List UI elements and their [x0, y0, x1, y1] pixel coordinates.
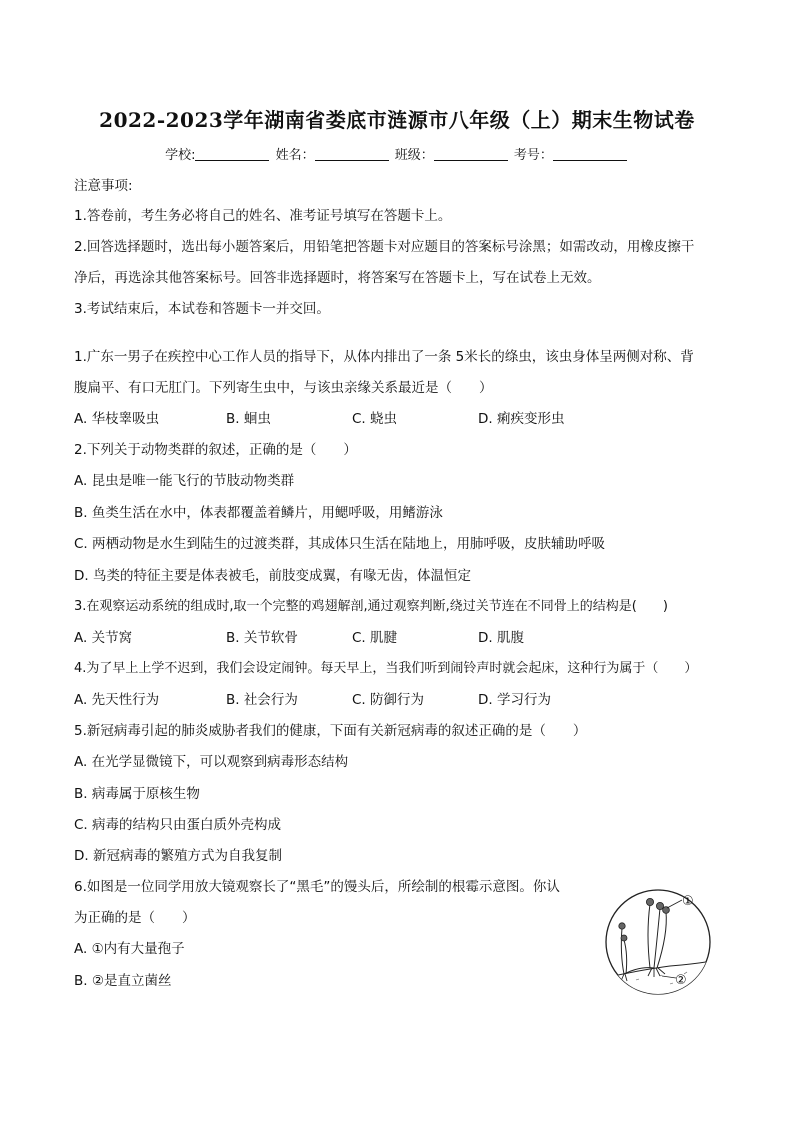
option-a[interactable]: A. 关节窝 — [74, 630, 133, 646]
question-1-stem-cont: 腹扁平、有口无肛门。下列寄生虫中，与该虫亲缘关系最近是（ ） — [74, 380, 493, 396]
sporangium — [619, 923, 625, 929]
name-label: 姓名： — [275, 148, 315, 163]
note-item: 2.回答选择题时，选出每小题答案后，用铅笔把答题卡对应题目的答案标号涂黑；如需改动，用橡皮擦干 — [74, 239, 695, 255]
name-blank[interactable] — [315, 148, 389, 161]
label-1: ① — [682, 894, 694, 909]
option-b[interactable]: B. 社会行为 — [226, 692, 298, 708]
question-1-stem: 1.广东一男子在疾控中心工作人员的指导下，从体内排出了一条 5米长的绦虫，该虫身体呈两侧对称、背 — [74, 349, 694, 365]
question-2-stem: 2.下列关于动物类群的叙述，正确的是（ ） — [74, 442, 357, 458]
option-b[interactable]: B. 蛔虫 — [226, 411, 271, 427]
option-c[interactable]: C. 肌腱 — [352, 630, 398, 646]
option-a[interactable]: A. 华枝睾吸虫 — [74, 411, 160, 427]
option-c[interactable]: C. 两栖动物是水生到陆生的过渡类群，其成体只生活在陆地上，用肺呼吸，皮肤辅助呼吸 — [74, 536, 606, 552]
option-d[interactable]: D. 鸟类的特征主要是体表被毛，前肢变成翼，有喙无齿，体温恒定 — [74, 568, 471, 584]
exam-title: 2022-2023学年湖南省娄底市涟源市八年级（上）期末生物试卷 — [99, 108, 695, 132]
option-b[interactable]: B. 鱼类生活在水中，体表都覆盖着鳞片，用鳃呼吸，用鳍游泳 — [74, 505, 443, 521]
option-a[interactable]: A. 昆虫是唯一能飞行的节肢动物类群 — [74, 473, 295, 489]
option-c[interactable]: C. 防御行为 — [352, 692, 425, 708]
option-b[interactable]: B. 病毒属于原核生物 — [74, 786, 200, 802]
student-info-line — [0, 144, 794, 163]
school-label: 学校: — [165, 148, 196, 163]
rhizopus-figure — [600, 884, 722, 996]
option-d[interactable]: D. 痢疾变形虫 — [478, 411, 565, 427]
exam-number-label: 考号： — [513, 148, 553, 163]
question-6-stem-cont: 为正确的是（ ） — [74, 910, 196, 926]
option-a[interactable]: A. ①内有大量孢子 — [74, 941, 185, 957]
notes-heading: 注意事项: — [74, 178, 133, 194]
class-label: 班级： — [394, 148, 434, 163]
option-c[interactable]: C. 蛲虫 — [352, 411, 398, 427]
note-item: 3.考试结束后，本试卷和答题卡一并交回。 — [74, 301, 330, 317]
option-d[interactable]: D. 肌腹 — [478, 630, 524, 646]
option-b[interactable]: B. 关节软骨 — [226, 630, 298, 646]
option-c[interactable]: C. 病毒的结构只由蛋白质外壳构成 — [74, 817, 282, 833]
school-blank[interactable] — [195, 148, 269, 161]
note-item: 净后，再选涂其他答案标号。回答非选择题时，将答案写在答题卡上，写在试卷上无效。 — [74, 270, 601, 286]
sporangium — [646, 898, 653, 905]
sporangium — [621, 935, 627, 941]
question-3-stem: 3.在观察运动系统的组成时,取一个完整的鸡翅解剖,通过观察判断,绕过关节连在不同骨上的结构是( ) — [74, 599, 668, 614]
question-6-stem: 6.如图是一位同学用放大镜观察长了“黑毛”的馒头后，所绘制的根霉示意图。你认 — [74, 879, 560, 895]
class-blank[interactable] — [434, 148, 508, 161]
option-a[interactable]: A. 先天性行为 — [74, 692, 160, 708]
question-4-stem: 4.为了早上上学不迟到，我们会设定闹钟。每天早上，当我们听到闹铃声时就会起床，这种行为属于（ ） — [74, 661, 698, 676]
option-b[interactable]: B. ②是直立菌丝 — [74, 973, 172, 989]
note-item: 1.答卷前，考生务必将自己的姓名、准考证号填写在答题卡上。 — [74, 208, 452, 224]
option-d[interactable]: D. 学习行为 — [478, 692, 551, 708]
option-a[interactable]: A. 在光学显微镜下，可以观察到病毒形态结构 — [74, 754, 349, 770]
question-5-stem: 5.新冠病毒引起的肺炎威胁者我们的健康，下面有关新冠病毒的叙述正确的是（ ） — [74, 723, 587, 739]
exam-number-blank[interactable] — [553, 148, 627, 161]
option-d[interactable]: D. 新冠病毒的繁殖方式为自我复制 — [74, 848, 282, 864]
label-2: ② — [675, 973, 687, 988]
